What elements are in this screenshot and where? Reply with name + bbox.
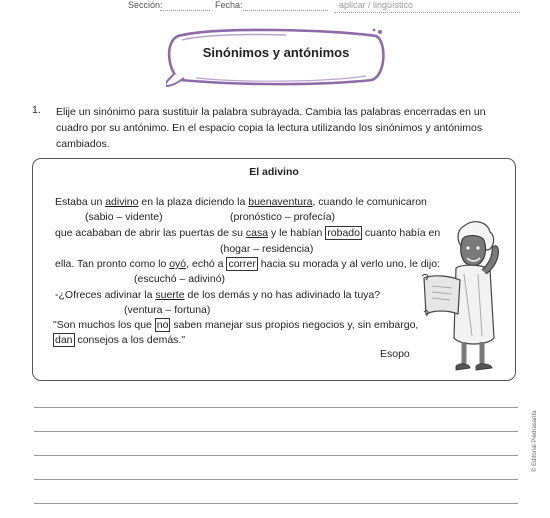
underlined-word: suerte (155, 289, 185, 301)
options-oyo: (escuchó – adivinó) (134, 273, 226, 285)
story-line-6 (53, 334, 185, 346)
text-segment: -¿Ofreces adivinar la (55, 289, 156, 301)
options-adivino: (sabio – vidente) (85, 211, 163, 223)
underlined-word: oyó (169, 258, 187, 270)
underlined-word: casa (245, 227, 269, 239)
writing-line[interactable] (34, 431, 518, 432)
options-buenaventura: (pronóstico – profecía) (230, 211, 336, 223)
text-segment: en la plaza diciendo la (138, 196, 249, 208)
boxed-word: robado (327, 227, 360, 239)
writing-line[interactable] (34, 407, 518, 408)
text-segment: hacia su morada y al verlo uno, le dijo: (257, 258, 440, 270)
text-segment: de los demás y no has adivinado la tuya? (184, 289, 381, 301)
section-label: Sección: (128, 0, 163, 10)
text-segment: saben manejar sus propios negocios y, sin embargo, (170, 319, 419, 331)
boxed-word: correr (228, 258, 256, 270)
skill-tag: aplicar / lingüístico (339, 0, 414, 10)
story-line-3 (55, 258, 440, 270)
underlined-word: buenaventura (248, 196, 313, 208)
section-field-line (160, 10, 210, 11)
fortune-teller-illustration (420, 218, 510, 376)
date-field-line (243, 10, 328, 11)
text-segment: Estaba un (55, 196, 106, 208)
page-title: Sinónimos y antónimos (202, 45, 350, 60)
text-segment: que acababan de abrir las puertas de su (55, 227, 246, 239)
date-label: Fecha: (215, 0, 243, 10)
writing-line[interactable] (34, 455, 518, 456)
text-segment: cuanto había en (362, 227, 441, 239)
instruction-number: 1. (32, 104, 41, 116)
writing-line[interactable] (34, 479, 518, 480)
boxed-word: dan (55, 334, 73, 346)
options-casa: (hogar – residencia) (220, 243, 314, 255)
options-suerte: (ventura – fortuna) (124, 304, 211, 316)
story-line-1 (55, 196, 427, 208)
story-title: El adivino (249, 166, 299, 178)
story-author: Esopo (380, 348, 410, 360)
text-segment: , cuando le comunicaron (312, 196, 427, 208)
header-right-line (335, 12, 520, 13)
text-segment: , echó a (186, 258, 227, 270)
text-segment: ella. Tan pronto como lo (55, 258, 170, 270)
story-line-5 (53, 319, 418, 331)
boxed-word: no (156, 319, 169, 331)
story-line-4 (55, 289, 380, 301)
writing-line[interactable] (34, 503, 518, 504)
instruction-text: Elije un sinónimo para sustituir la palabra subrayada. Cambia las palabras encerradas en un cuadro por su antónimo. En el espacio copia la lectura utilizando los sinónimos y antónimos cambiados. (56, 106, 486, 150)
copyright-notice: © Editorial Piedrasanta (532, 410, 538, 472)
story-line-2 (55, 227, 440, 239)
text-segment: y le habían (268, 227, 326, 239)
text-segment: "Son muchos los que (53, 319, 155, 331)
text-segment: consejos a los demás." (74, 334, 186, 346)
underlined-word: adivino (105, 196, 139, 208)
